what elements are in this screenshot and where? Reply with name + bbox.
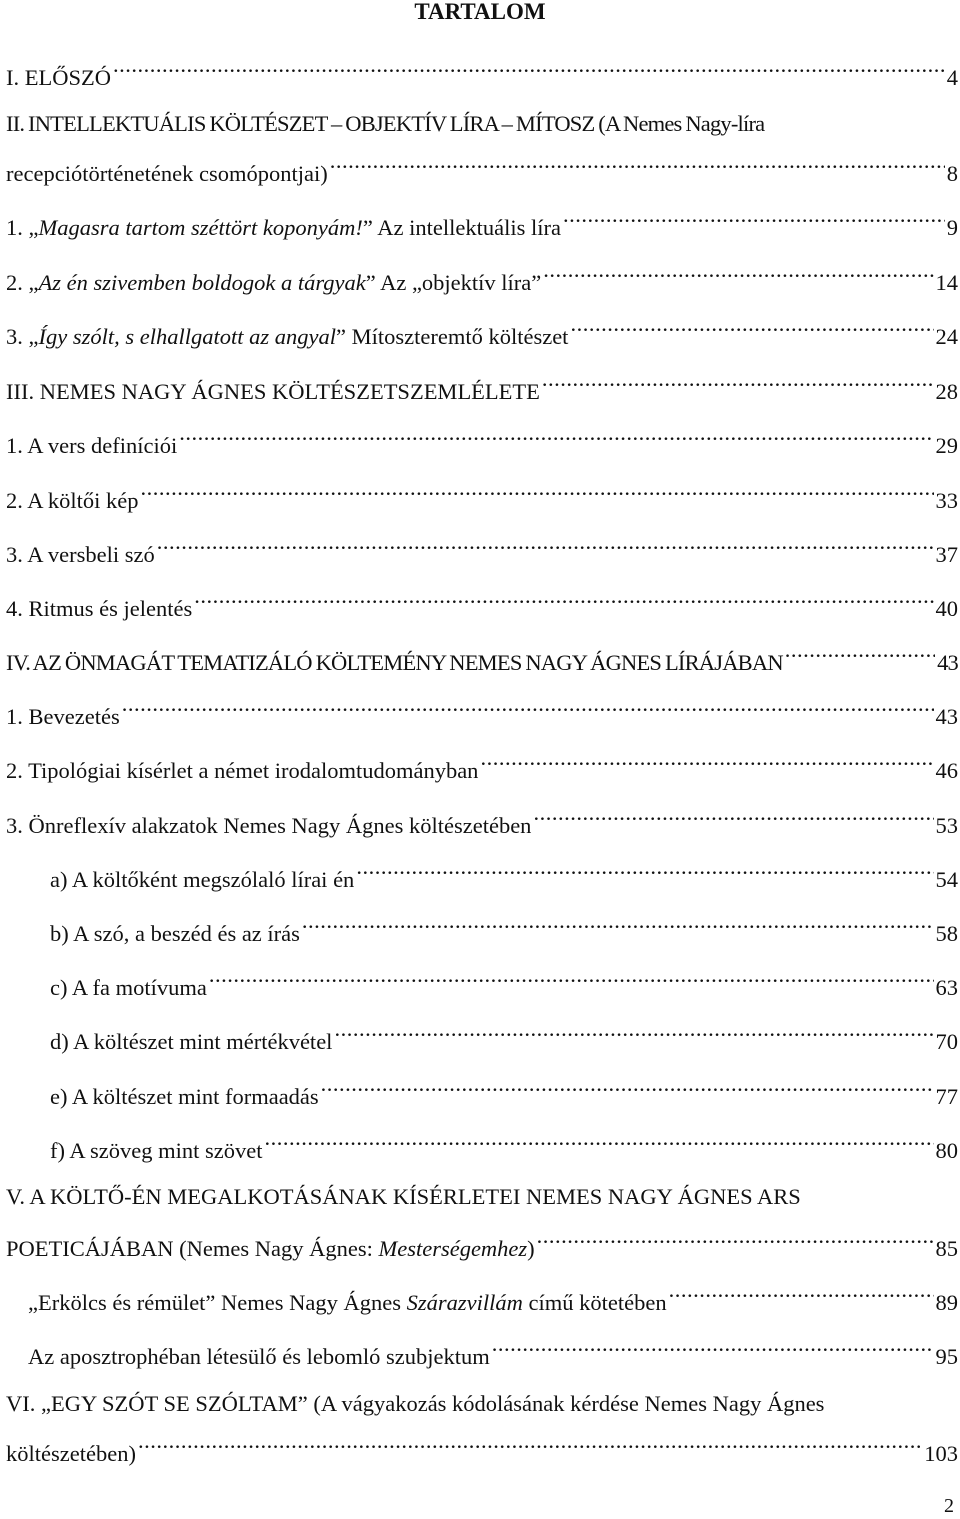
toc-leader [264, 1128, 933, 1158]
toc-entry-label: VI. „EGY SZÓT SE SZÓLTAM” (A vágyakozás kódolásának kérdése Nemes Nagy Ágnes [6, 1391, 825, 1416]
toc-leader [542, 369, 934, 399]
toc-entry-page: 53 [935, 813, 958, 838]
toc-entry-page: 24 [935, 324, 958, 349]
toc-entry-label: c) A fa motívuma [50, 975, 207, 1000]
toc-entry-page: 29 [935, 433, 958, 458]
toc-leader [334, 1019, 933, 1049]
toc-entry-page: 80 [935, 1138, 958, 1163]
toc-entry[interactable] [50, 911, 958, 946]
toc-entry[interactable] [6, 803, 958, 838]
toc-entry[interactable] [6, 748, 958, 783]
toc-entry-page: 89 [935, 1290, 958, 1315]
toc-leader [537, 1226, 934, 1256]
toc-entry-label: I. ELŐSZÓ [6, 65, 111, 90]
toc-entry-page: 70 [935, 1029, 958, 1054]
toc-leader [194, 586, 933, 616]
toc-entry[interactable] [6, 694, 958, 729]
toc-leader [157, 532, 934, 562]
toc-entry-label: 2. „Az én szivemben boldogok a tárgyak” Az „objektív líra” [6, 270, 542, 295]
toc-entry-page: 46 [935, 758, 958, 783]
toc-entry-page: 14 [935, 270, 958, 295]
toc-leader [563, 205, 945, 235]
toc-leader [356, 857, 933, 887]
toc-entry-page: 63 [935, 975, 958, 1000]
toc-leader [330, 151, 945, 181]
toc-entry-page: 77 [935, 1084, 958, 1109]
toc-entry-label: II. INTELLEKTUÁLIS KÖLTÉSZET – OBJEKTÍV LÍRA – MÍTOSZ (A Nemes Nagy-líra [6, 111, 765, 136]
toc-entry[interactable] [6, 478, 958, 513]
toc-entry-page: 37 [935, 542, 958, 567]
toc-leader [209, 965, 934, 995]
toc-entry[interactable] [50, 857, 958, 892]
toc-entry-label: V. A KÖLTŐ-ÉN MEGALKOTÁSÁNAK KÍSÉRLETEI NEMES NAGY ÁGNES ARS [6, 1184, 801, 1209]
toc-entry-page: 95 [935, 1344, 958, 1369]
toc-leader [302, 911, 934, 941]
toc-entry-label: recepciótörténetének csomópontjai) [6, 161, 328, 186]
toc-leader [141, 478, 934, 508]
toc-entry-line1[interactable] [6, 1182, 958, 1212]
toc-leader [785, 640, 935, 670]
toc-entry-page: 4 [946, 65, 958, 90]
toc-leader [570, 314, 933, 344]
toc-entry-page: 43 [937, 650, 958, 675]
toc-entry[interactable] [6, 55, 958, 90]
toc-entry-label: 1. A vers definíciói [6, 433, 178, 458]
toc-entry[interactable] [50, 1019, 958, 1054]
toc-entry-label: III. NEMES NAGY ÁGNES KÖLTÉSZETSZEMLÉLETE [6, 379, 540, 404]
toc-entry[interactable] [28, 1334, 958, 1369]
toc-entry-label: e) A költészet mint formaadás [50, 1084, 319, 1109]
toc-entry[interactable] [50, 1128, 958, 1163]
toc-entry-page: 40 [935, 596, 958, 621]
toc-entry-label: 2. Tipológiai kísérlet a német irodalomtudományban [6, 758, 479, 783]
toc-entry[interactable] [6, 640, 958, 675]
toc-entry-label: IV. AZ ÖNMAGÁT TEMATIZÁLÓ KÖLTEMÉNY NEMES NAGY ÁGNES LÍRÁJÁBAN [6, 650, 783, 675]
toc-entry-page: 103 [924, 1441, 958, 1466]
toc-leader [113, 55, 945, 85]
page-title: TARTALOM [414, 0, 546, 24]
toc-entry-label: 4. Ritmus és jelentés [6, 596, 193, 621]
toc-entry-page: 8 [946, 161, 958, 186]
toc-entry[interactable] [28, 1280, 958, 1315]
toc-entry-page: 43 [935, 704, 958, 729]
toc-entry[interactable] [6, 205, 958, 240]
toc-entry-label: „Erkölcs és rémület” Nemes Nagy Ágnes Szárazvillám című kötetében [28, 1290, 667, 1315]
toc-entry-label: a) A költőként megszólaló lírai én [50, 867, 355, 892]
toc-leader [321, 1074, 934, 1104]
toc-entry-label: 3. Önreflexív alakzatok Nemes Nagy Ágnes költészetében [6, 813, 532, 838]
toc-entry-label: 1. „Magasra tartom széttört koponyám!” Az intellektuális líra [6, 215, 561, 240]
toc-entry[interactable] [6, 369, 958, 404]
toc-entry-page: 58 [935, 921, 958, 946]
toc-entry[interactable] [6, 1431, 958, 1466]
toc-entry-label: Az aposztrophéban létesülő és lebomló szubjektum [28, 1344, 490, 1369]
page-number: 2 [944, 1495, 954, 1517]
toc-entry[interactable] [6, 423, 958, 458]
toc-entry-line1[interactable] [6, 109, 958, 139]
toc-leader [669, 1280, 934, 1310]
toc-leader [122, 694, 934, 724]
toc-entry[interactable] [6, 151, 958, 186]
toc-entry[interactable] [6, 314, 958, 349]
toc-entry-label: 1. Bevezetés [6, 704, 120, 729]
toc-leader [533, 803, 933, 833]
toc-entry[interactable] [6, 532, 958, 567]
toc-entry-page: 9 [946, 215, 958, 240]
toc-entry-label: 3. A versbeli szó [6, 542, 155, 567]
toc-entry[interactable] [6, 1226, 958, 1261]
toc-entry-label: POETICÁJÁBAN (Nemes Nagy Ágnes: Mesterségemhez) [6, 1236, 535, 1261]
toc-entry[interactable] [6, 586, 958, 621]
toc-leader [480, 748, 933, 778]
toc-leader [138, 1431, 922, 1461]
toc-leader [492, 1334, 934, 1364]
toc-entry[interactable] [50, 1074, 958, 1109]
toc-entry-label: költészetében) [6, 1441, 136, 1466]
toc-leader [179, 423, 933, 453]
toc-entry-label: f) A szöveg mint szövet [50, 1138, 263, 1163]
toc-entry-label: d) A költészet mint mértékvétel [50, 1029, 333, 1054]
toc-leader [543, 260, 933, 290]
toc-entry[interactable] [6, 260, 958, 295]
toc-entry-page: 33 [935, 488, 958, 513]
toc-entry-label: b) A szó, a beszéd és az írás [50, 921, 300, 946]
toc-entry-page: 54 [935, 867, 958, 892]
toc-entry-label: 2. A költői kép [6, 488, 139, 513]
toc-entry-label: 3. „Így szólt, s elhallgatott az angyal” Mítoszteremtő költészet [6, 324, 569, 349]
toc-entry-page: 85 [935, 1236, 958, 1261]
toc-entry-line1[interactable] [6, 1389, 958, 1419]
toc-entry[interactable] [50, 965, 958, 1000]
toc-entry-page: 28 [935, 379, 958, 404]
